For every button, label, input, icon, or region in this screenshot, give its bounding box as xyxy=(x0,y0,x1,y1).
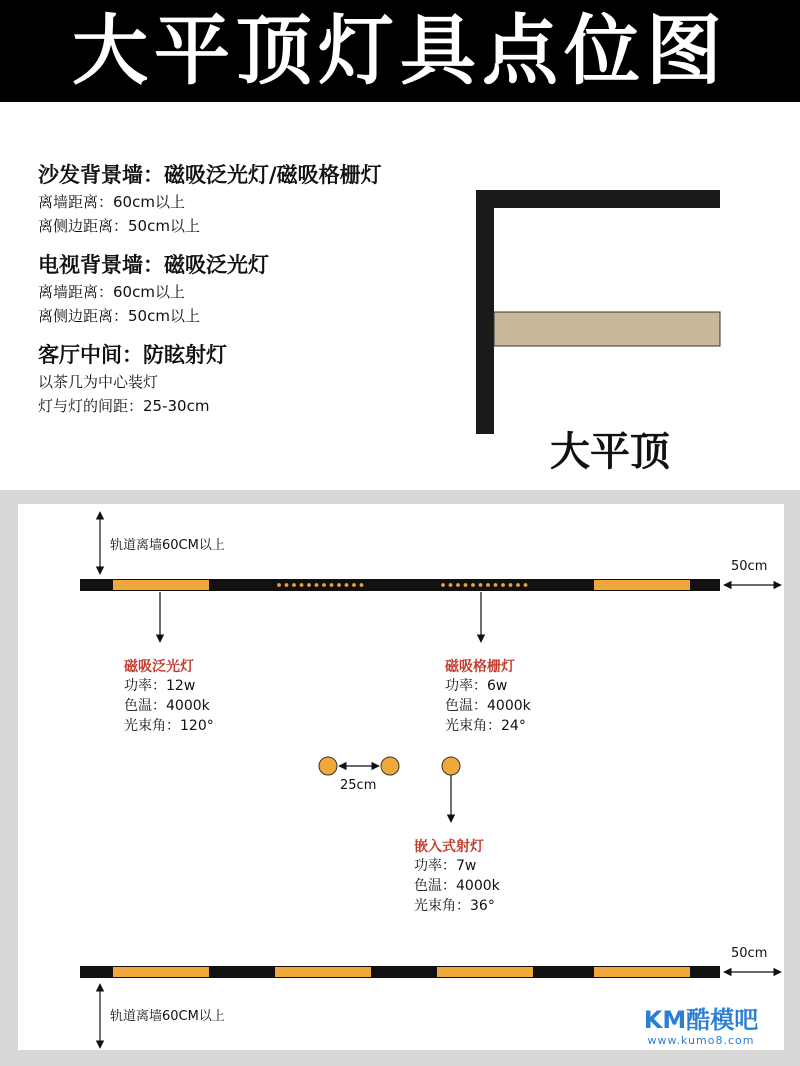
grille-light-dot xyxy=(471,583,475,587)
grille-light-dot xyxy=(479,583,483,587)
grille-light-dot xyxy=(345,583,349,587)
flood-light-bar xyxy=(275,967,371,977)
grille-light-dot xyxy=(441,583,445,587)
grille-light-dot xyxy=(456,583,460,587)
grille-light-dot xyxy=(300,583,304,587)
spec-line: 灯与灯的间距：25-30cm xyxy=(38,397,210,415)
spec-heading: 沙发背景墙：磁吸泛光灯/磁吸格栅灯 xyxy=(38,163,382,187)
ceiling-type-label: 大平顶 xyxy=(550,429,670,475)
watermark-logo: KM酷模吧 xyxy=(643,1006,759,1034)
grille-light-dot xyxy=(292,583,296,587)
watermark xyxy=(636,1006,766,1047)
grille-light-dot xyxy=(501,583,505,587)
grille-light-specs xyxy=(445,676,531,736)
flood-light-specs xyxy=(124,676,214,736)
top-track-distance-label: 轨道离墙60CM以上 xyxy=(110,538,225,553)
grille-light-dot xyxy=(352,583,356,587)
spec-line: 离侧边距离：50cm以上 xyxy=(38,307,200,325)
flood-light-title: 磁吸泛光灯 xyxy=(124,659,194,675)
watermark-url: www.kumo8.com xyxy=(647,1034,755,1047)
spec-beam-angle: 光束角：24° xyxy=(445,718,526,734)
grille-light-dot xyxy=(524,583,528,587)
grille-light-dot xyxy=(307,583,311,587)
recessed-spot xyxy=(442,757,460,775)
flood-light-bar xyxy=(594,967,690,977)
bottom-track-distance-label: 轨道离墙60CM以上 xyxy=(110,1009,225,1024)
spec-line: 离墙距离：60cm以上 xyxy=(38,193,185,211)
grille-light-dot xyxy=(360,583,364,587)
grille-light-dot xyxy=(337,583,341,587)
flood-light-bar xyxy=(113,967,209,977)
flood-light-bar xyxy=(113,580,209,590)
grille-light-dot xyxy=(449,583,453,587)
spec-line: 以茶几为中心装灯 xyxy=(38,373,159,391)
page-title: 大平顶灯具点位图 xyxy=(72,6,728,95)
spec-color-temp: 色温：4000k xyxy=(414,878,500,894)
spec-beam-angle: 光束角：36° xyxy=(414,898,495,914)
grille-light-dot xyxy=(277,583,281,587)
recessed-spot-title: 嵌入式射灯 xyxy=(414,839,484,855)
grille-light-dot xyxy=(322,583,326,587)
spec-power: 功率：12w xyxy=(124,678,196,694)
recessed-spot xyxy=(319,757,337,775)
spec-power: 功率：6w xyxy=(445,678,508,694)
grille-light-dot xyxy=(464,583,468,587)
flood-light-bar xyxy=(437,967,533,977)
spec-power: 功率：7w xyxy=(414,858,477,874)
flood-light-bar xyxy=(594,580,690,590)
spec-beam-angle: 光束角：120° xyxy=(124,718,214,734)
grille-light-dot xyxy=(285,583,289,587)
spec-heading: 电视背景墙：磁吸泛光灯 xyxy=(38,253,269,277)
bottom-side-gap-label: 50cm xyxy=(731,946,768,961)
spec-line: 离墙距离：60cm以上 xyxy=(38,283,185,301)
grille-light-dot xyxy=(315,583,319,587)
grille-light-dot xyxy=(486,583,490,587)
spot-spacing-label: 25cm xyxy=(340,778,377,793)
grille-light-dot xyxy=(330,583,334,587)
grille-light-dot xyxy=(516,583,520,587)
grille-light-dot xyxy=(509,583,513,587)
grille-light-dot xyxy=(494,583,498,587)
spec-color-temp: 色温：4000k xyxy=(124,698,210,714)
spec-line: 离侧边距离：50cm以上 xyxy=(38,217,200,235)
recessed-spot-specs xyxy=(414,856,500,916)
spec-heading: 客厅中间：防眩射灯 xyxy=(38,343,227,367)
spec-color-temp: 色温：4000k xyxy=(445,698,531,714)
recessed-spot xyxy=(381,757,399,775)
grille-light-title: 磁吸格栅灯 xyxy=(445,659,515,675)
top-side-gap-label: 50cm xyxy=(731,559,768,574)
